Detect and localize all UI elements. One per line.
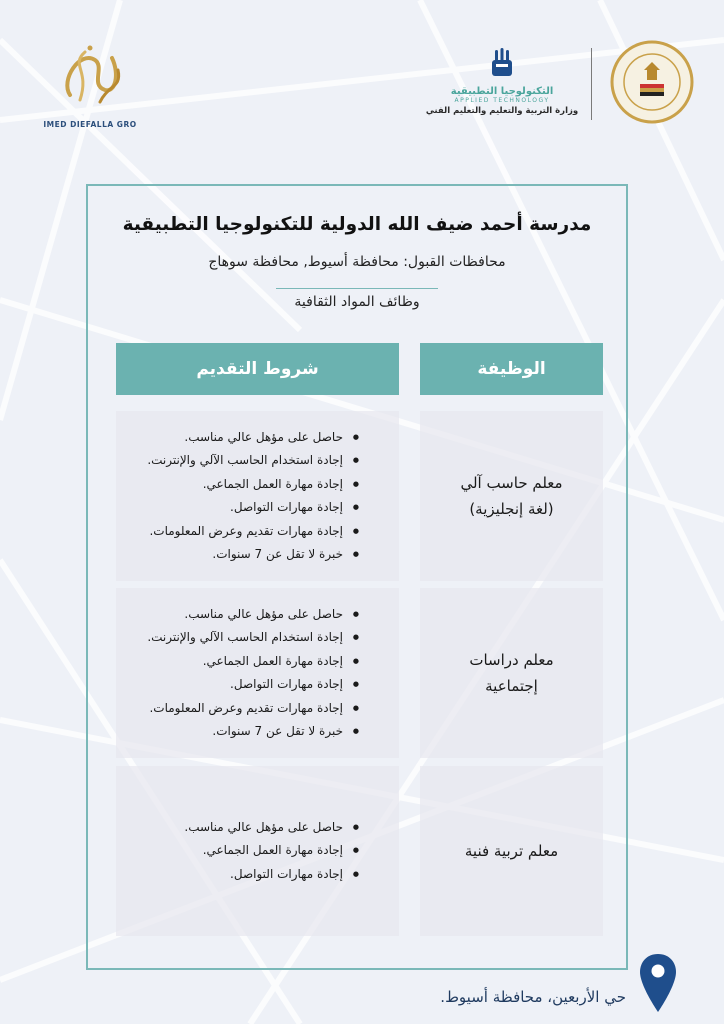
job-title-line1: معلم دراسات [469, 651, 554, 669]
applied-tech-logo [424, 46, 580, 116]
requirements-list [184, 816, 399, 887]
company-logo-icon [50, 40, 130, 110]
requirements-list [147, 426, 399, 567]
requirements-list [147, 603, 399, 744]
table-row-job [420, 588, 603, 758]
title-divider [276, 288, 438, 289]
list-item: ● إجادة مهارة العمل الجماعي. [184, 839, 359, 863]
list-item: ● إجادة مهارات تقديم وعرض المعلومات. [147, 520, 359, 544]
table-row-job [420, 766, 603, 936]
table-row-job [420, 411, 603, 581]
list-item: ● خبرة لا تقل عن 7 سنوات. [147, 543, 359, 567]
job-title-line1: معلم حاسب آلي [460, 474, 563, 492]
list-item: ● خبرة لا تقل عن 7 سنوات. [147, 720, 359, 744]
list-item: ● إجادة استخدام الحاسب الآلي والإنترنت. [147, 626, 359, 650]
applied-tech-english: APPLIED TECHNOLOGY [454, 97, 550, 104]
list-item: ● إجادة مهارات تقديم وعرض المعلومات. [147, 697, 359, 721]
list-item: ● إجادة مهارات التواصل. [147, 673, 359, 697]
column-header-job: الوظيفة [420, 343, 603, 395]
applied-tech-icon [488, 46, 516, 80]
list-item: ● حاصل على مؤهل عالي مناسب. [147, 426, 359, 450]
table-row-requirements [116, 766, 399, 936]
list-item: ● إجادة مهارة العمل الجماعي. [147, 650, 359, 674]
list-item: ● حاصل على مؤهل عالي مناسب. [184, 816, 359, 840]
list-item: ● إجادة مهارة العمل الجماعي. [147, 473, 359, 497]
location-pin-icon [638, 952, 678, 1016]
list-item: ● حاصل على مؤهل عالي مناسب. [147, 603, 359, 627]
section-title: وظائف المواد الثقافية [294, 294, 420, 310]
list-item: ● إجادة مهارات التواصل. [147, 496, 359, 520]
address-text: حي الأربعين، محافظة أسيوط. [440, 988, 626, 1006]
admission-governorates: محافظات القبول: محافظة أسيوط, محافظة سوهاج [208, 254, 506, 270]
applied-tech-arabic: التكنولوجيا التطبيقية [450, 86, 554, 97]
ministry-logos [424, 40, 694, 130]
company-logo [40, 40, 140, 129]
table-row-requirements [116, 411, 399, 581]
company-logo-caption: IMED DIEFALLA GRO [43, 120, 137, 129]
column-header-requirements: شروط التقديم [116, 343, 399, 395]
list-item: ● إجادة استخدام الحاسب الآلي والإنترنت. [147, 449, 359, 473]
table-row-requirements [116, 588, 399, 758]
page-title: مدرسة أحمد ضيف الله الدولية للتكنولوجيا التطبيقية [122, 214, 592, 235]
job-title-line1: معلم تربية فنية [464, 842, 559, 860]
job-title-line2: إجتماعية [485, 677, 538, 695]
ministry-seal-icon [610, 40, 694, 124]
job-title-line2: (لغة إنجليزية) [469, 500, 554, 518]
ministry-name: وزارة التربية والتعليم والتعليم الفني [425, 106, 579, 116]
header-divider [591, 48, 592, 120]
list-item: ● إجادة مهارات التواصل. [184, 863, 359, 887]
